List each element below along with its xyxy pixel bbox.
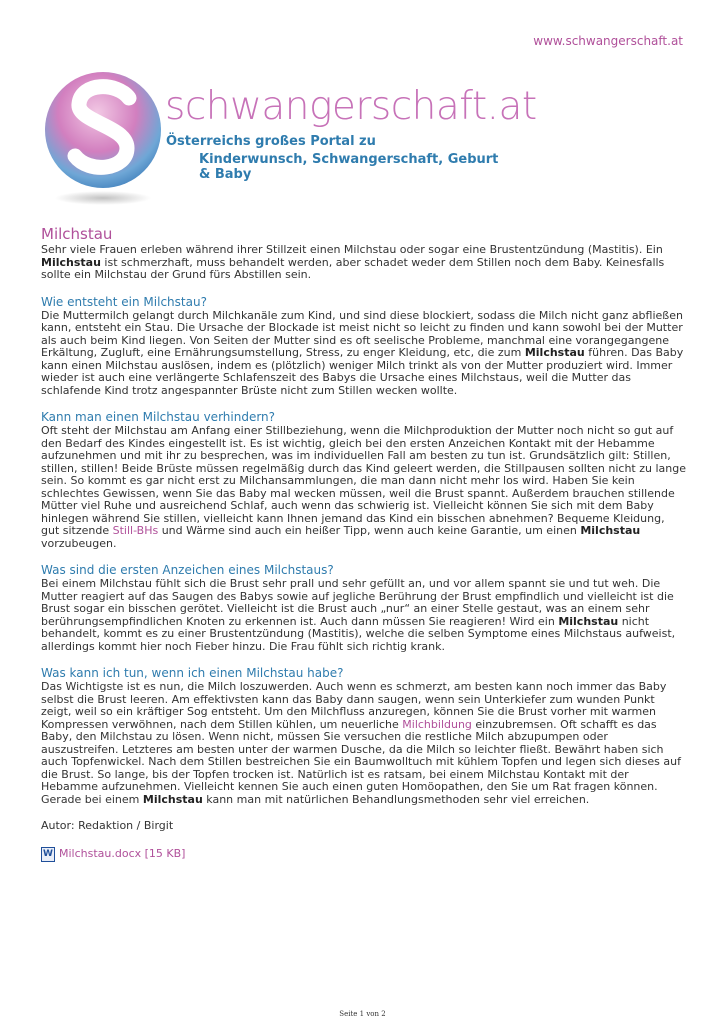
article bbox=[41, 226, 686, 862]
inline-link[interactable]: Still-BHs bbox=[112, 524, 159, 537]
section-heading: Was kann ich tun, wenn ich einen Milchstau habe? bbox=[41, 666, 344, 680]
article-author: Autor: Redaktion / Birgit bbox=[41, 819, 174, 832]
logo-s-ball-icon bbox=[41, 60, 171, 206]
keyword-bold: Milchstau bbox=[558, 614, 619, 628]
header-url[interactable]: www.schwangerschaft.at bbox=[533, 34, 683, 48]
section-body: Das Wichtigste ist es nun, die Milch loszuwerden. Auch wenn es schmerzt, am besten kann noch immer das Baby selbst die Brust leeren. Am effektivsten kann das Baby dann saugen, wenn sein Unterkiefer zum wunden Punkt zeigt, weil so ein kräftiger Sog entsteht. Um den Milchfluss anzuregen, können Sie die Brust vorher mit warmen Kompressen verwöhnen, nach dem Stillen kühlen, um neuerliche Milchbildung einzubremsen. Oft schafft es das Baby, den Milchstau zu lösen. Wenn nicht, müssen Sie versuchen die restliche Milch abzupumpen oder auszustreifen. Letzteres am besten unter der warmen Dusche, da die Milch so leichter fließt. Bewährt haben sich auch Topfenwickel. Nach dem Stillen bestreichen Sie ein Baumwolltuch mit kühlem Topfen und legen sich dieses auf die Brust. So lange, bis der Topfen trocken ist. Natürlich ist es ratsam, bei einem Milchstau Kontakt mit der Hebamme aufzunehmen. Vielleicht kennen Sie auch einen guten Homöopathen, den Sie um Rat fragen können. Gerade bei einem Milchstau kann man mit natürlichen Behandlungsmethoden sehr viel erreichen. bbox=[41, 680, 681, 806]
inline-link[interactable]: Milchbildung bbox=[402, 717, 472, 731]
logo-tagline-2: Kinderwunsch, Schwangerschaft, Geburt & Baby bbox=[199, 152, 499, 182]
word-document-icon: W bbox=[41, 847, 55, 862]
keyword-bold: Milchstau bbox=[580, 524, 641, 537]
section-heading: Wie entsteht ein Milchstau? bbox=[41, 294, 207, 309]
article-title: Milchstau bbox=[41, 225, 113, 243]
keyword-bold: Milchstau bbox=[41, 255, 101, 269]
keyword-bold: Milchstau bbox=[524, 346, 585, 359]
section-heading: Kann man einen Milchstau verhindern? bbox=[41, 410, 276, 424]
site-logo[interactable] bbox=[41, 60, 537, 206]
attachment-label[interactable]: Milchstau.docx [15 KB] bbox=[59, 846, 186, 860]
keyword-bold: Milchstau bbox=[142, 792, 203, 806]
page-number: Seite 1 von 2 bbox=[339, 1010, 386, 1018]
section-body: Oft steht der Milchstau am Anfang einer Stillbeziehung, wenn die Milchproduktion der Mutter noch nicht so gut auf den Bedarf des Kindes eingestellt ist. Es ist wichtig, gleich bei den ersten Anzeichen Kontakt mit der Hebamme aufzunehmen und mit ihr zu besprechen, was im individuellen Fall am besten zu tun ist. Grundsätzlich gilt: Stillen, stillen, stillen! Beide Brüste müssen regelmäßig durch das Kind geleert werden, die Stillpausen sollten nicht zu lange sein. So kommt es gar nicht erst zu Milchansammlungen, die man dann nicht mehr los wird. Haben Sie kein schlechtes Gewissen, wenn Sie das Baby mal wecken müssen, weil die Brust spannt. Außerdem brauchen stillende Mütter viel Ruhe und ausreichend Schlaf, auch wenn das schwierig ist. Vielleicht können Sie sich mit dem Baby hinlegen während Sie stillen, vielleicht kann Ihnen jemand das Kind ein bisschen abnehmen? Bequeme Kleidung, gut sitzende Still-BHs und Wärme sind auch ein heißer Tipp, wenn auch keine Garantie, um einen Milchstau vorzubeugen. bbox=[41, 424, 686, 550]
logo-wordmark: schwangerschaft.at bbox=[165, 84, 537, 129]
logo-tagline: Österreichs großes Portal zu bbox=[166, 134, 376, 149]
section-body: Bei einem Milchstau fühlt sich die Brust sehr prall und sehr gefüllt an, und vor allem spannt sie und tut weh. Die Mutter reagiert auf das Saugen des Babys sowie auf jegliche Berührung der Brust empfindlich und vielleicht ist die Brust sogar ein bisschen gerötet. Vielleicht ist die Brust auch „nur“ an einer Stelle gestaut, was an einem sehr berührungsempfindlichen Knoten zu erkennen ist. Auch dann müssen Sie reagieren! Wird ein Milchstau nicht behandelt, kommt es zu einer Brustentzündung (Mastitis), welche die selben Symptome eines Milchstaus aufweist, allerdings kommt hier noch Fieber hinzu. Die Frau fühlt sich richtig krank. bbox=[41, 577, 676, 653]
attachment-link[interactable] bbox=[41, 847, 686, 862]
section-body: Die Muttermilch gelangt durch Milchkanäle zum Kind, und sind diese blockiert, sodass die Milch nicht ganz abfließen kann, entsteht ein Stau. Die Ursache der Blockade ist meist nicht so leicht zu finden und kann sowohl bei der Mutter als auch beim Kind liegen. Von Seiten der Mutter sind es oft seelische Probleme, manchmal eine vorangegangene Erkältung, Zugluft, eine Ernährungsumstellung, Stress, zu enger Kleidung, etc, die zum Milchstau führen. Das Baby kann einen Milchstau auslösen, indem es (plötzlich) weniger Milch trinkt als von der Mutter produziert wird. Immer wieder ist auch eine verlängerte Schlafenszeit des Babys die Ursache eines Milchstaus, weil die Mutter das schlafende Kind trotz angespannter Brüste nicht zum Stillen wecken wollte. bbox=[41, 308, 684, 397]
article-intro: Sehr viele Frauen erleben während ihrer Stillzeit einen Milchstau oder sogar eine Brustentzündung (Mastitis). Ein Milchstau ist schmerzhaft, muss behandelt werden, aber schadet weder dem Stillen noch dem Baby. Keinesfalls sollte ein Milchstau der Grund fürs Abstillen sein. bbox=[41, 243, 665, 281]
section-heading: Was sind die ersten Anzeichen eines Milchstaus? bbox=[41, 563, 334, 577]
